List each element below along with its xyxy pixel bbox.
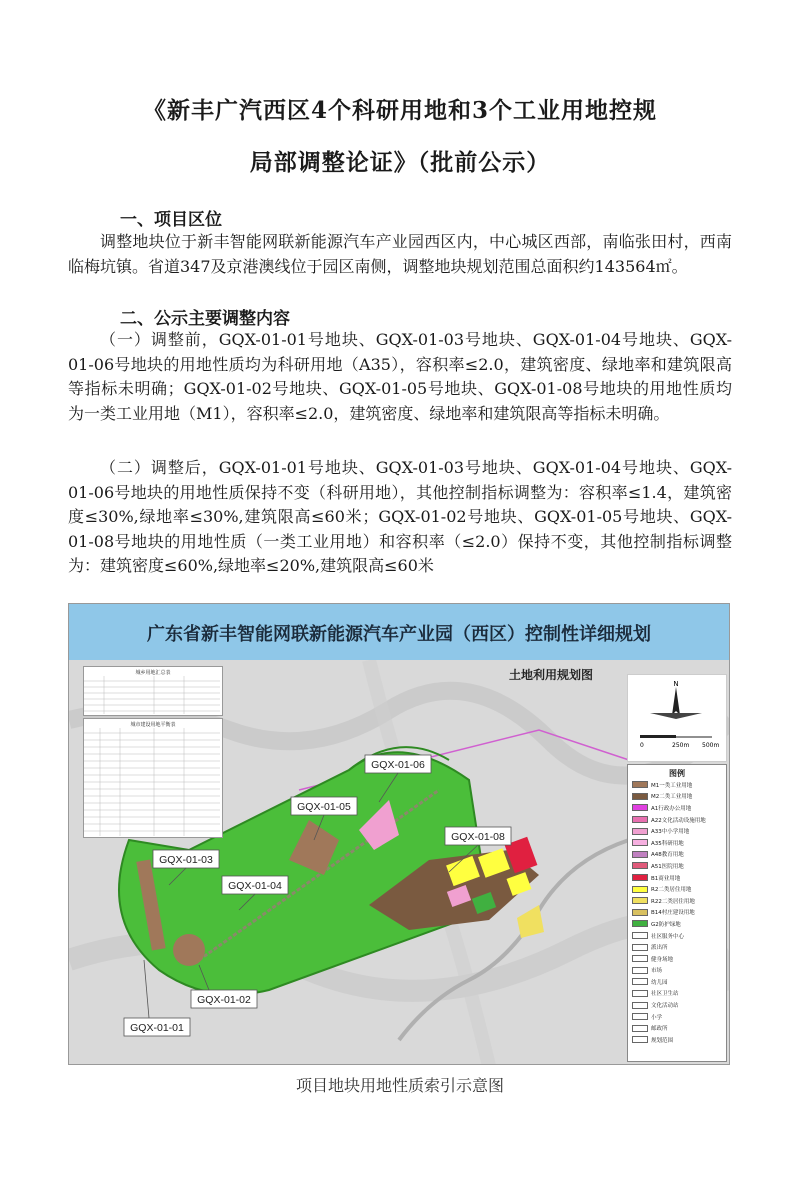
map-header-title: 广东省新丰智能网联新能源汽车产业园（西区）控制性详细规划 — [147, 624, 651, 645]
land-use-map-figure — [68, 603, 730, 1065]
section-para-location: 调整地块位于新丰智能网联新能源汽车产业园西区内，中心城区西部，南临张田村，西南临梅坑镇。省道347及京港澳线位于园区南侧，调整地块规划范围总面积约143564㎡。 — [68, 232, 732, 276]
section-para-after: （二）调整后，GQX-01-01号地块、GQX-01-03号地块、GQX-01-04号地块、GQX-01-06号地块的用地性质保持不变（科研用地），其他控制指标调整为：容积率≤1.4，建筑密度≤30%,绿地率≤30%,建筑限高≤60米；GQX-01-02号地块、GQX-01-05号地块、GQX-01-08号地块的用地性质（一类工业用地）和容积率（≤2.0）保持不变，其他控制指标调整为：建筑密度≤60%,绿地率≤20%,建筑限高≤60米 — [68, 458, 732, 575]
legend-item — [628, 814, 726, 826]
legend-swatch — [632, 886, 648, 893]
document-title-line2: 局部调整论证》（批前公示） — [249, 149, 551, 176]
legend-swatch — [632, 990, 648, 997]
legend-item — [628, 976, 726, 988]
legend-swatch — [632, 1036, 648, 1043]
legend-item — [628, 860, 726, 872]
legend-label: A48教育用地 — [651, 852, 684, 859]
scale-label-500: 500m — [702, 742, 720, 749]
legend-label: R2二类居住用地 — [651, 887, 692, 894]
parcel-02-text: GQX-01-02 — [197, 994, 251, 1006]
legend-label: B1商业用地 — [651, 875, 681, 882]
legend-swatch — [632, 1013, 648, 1020]
land-balance-table — [83, 718, 223, 838]
legend-item — [628, 837, 726, 849]
legend-item — [628, 849, 726, 861]
legend-item — [628, 953, 726, 965]
section-para-before: （一）调整前，GQX-01-01号地块、GQX-01-03号地块、GQX-01-04号地块、GQX-01-06号地块的用地性质均为科研用地（A35），容积率≤2.0，建筑密度、绿地率和建筑限高等指标未明确；GQX-01-02号地块、GQX-01-05号地块、GQX-01-08号地块的用地性质均为一类工业用地（M1），容积率≤2.0，建筑密度、绿地率和建筑限高等指标未明确。 — [68, 330, 732, 423]
scale-label-250: 250m — [672, 742, 690, 749]
map-header-bar — [69, 604, 729, 662]
legend-swatch — [632, 793, 648, 800]
compass-scale-box — [627, 674, 727, 762]
compass-rose — [628, 675, 724, 759]
legend-swatch — [632, 955, 648, 962]
legend-label: 规划范围 — [651, 1037, 674, 1044]
parcel-05-text: GQX-01-05 — [297, 801, 351, 813]
legend-swatch — [632, 816, 648, 823]
legend-swatch — [632, 828, 648, 835]
legend-label: 市场 — [651, 968, 663, 975]
legend-swatch — [632, 862, 648, 869]
figure-caption: 项目地块用地性质索引示意图 — [295, 1076, 504, 1095]
parcel-01-text: GQX-01-01 — [130, 1022, 184, 1034]
land-summary-table-title: 城乡用地汇总表 — [135, 670, 171, 676]
land-balance-table-grid — [84, 728, 220, 836]
parcel-06-text: GQX-01-06 — [371, 759, 425, 771]
legend-label: 幼儿园 — [651, 979, 668, 986]
legend-label: 文化活动站 — [651, 1003, 679, 1010]
parcel-08-text: GQX-01-08 — [451, 831, 505, 843]
legend-rows — [628, 779, 726, 1046]
legend-item — [628, 988, 726, 1000]
legend-label: M1一类工业用地 — [651, 782, 693, 789]
parcel-04-text: GQX-01-04 — [228, 880, 282, 892]
legend-label: A33中小学用地 — [651, 829, 690, 836]
legend-item — [628, 825, 726, 837]
scale-label-0: 0 — [640, 742, 644, 749]
land-balance-table-title: 城市建设用地平衡表 — [130, 722, 176, 728]
legend-label: G2防护绿地 — [651, 921, 681, 928]
legend-swatch — [632, 781, 648, 788]
legend-item — [628, 941, 726, 953]
legend-item — [628, 1011, 726, 1023]
legend-label: A1行政办公用地 — [651, 805, 692, 812]
land-summary-table-grid — [84, 676, 220, 714]
legend-label: A22文化活动设施用地 — [651, 817, 706, 824]
legend-label: A51医院用地 — [651, 863, 684, 870]
legend-swatch — [632, 967, 648, 974]
map-subtitle: 土地利用规划图 — [509, 668, 594, 682]
section-heading-adjustment: 二、公示主要调整内容 — [120, 309, 290, 329]
legend-item — [628, 930, 726, 942]
legend-label: M2二类工业用地 — [651, 794, 693, 801]
legend-item — [628, 802, 726, 814]
legend-label: 派出所 — [651, 945, 668, 952]
legend-item — [628, 965, 726, 977]
legend-swatch — [632, 851, 648, 858]
legend-item — [628, 895, 726, 907]
legend-swatch — [632, 897, 648, 904]
legend-label: B14村庄建设用地 — [651, 910, 695, 917]
north-label: N — [673, 680, 679, 688]
legend-swatch — [632, 804, 648, 811]
legend-swatch — [632, 874, 648, 881]
legend-swatch — [632, 932, 648, 939]
legend-swatch — [632, 909, 648, 916]
legend-item — [628, 791, 726, 803]
legend-item — [628, 918, 726, 930]
land-summary-table — [83, 666, 223, 716]
legend-item — [628, 872, 726, 884]
legend-label: R22二类居住用地 — [651, 898, 695, 905]
legend-item — [628, 999, 726, 1011]
legend-label: 健身场地 — [651, 956, 674, 963]
map-legend — [627, 764, 727, 1062]
legend-swatch — [632, 839, 648, 846]
legend-label: 社区服务中心 — [651, 933, 685, 940]
legend-item — [628, 907, 726, 919]
legend-item — [628, 1022, 726, 1034]
legend-swatch — [632, 944, 648, 951]
legend-swatch — [632, 1025, 648, 1032]
legend-label: 社区卫生站 — [651, 991, 679, 998]
legend-item — [628, 779, 726, 791]
legend-title: 图例 — [669, 769, 685, 778]
legend-item — [628, 883, 726, 895]
legend-swatch — [632, 920, 648, 927]
legend-label: 小学 — [651, 1014, 663, 1021]
legend-label: 邮政所 — [651, 1026, 668, 1033]
document-title-line1: 《新丰广汽西区4个科研用地和3个工业用地控规 — [142, 97, 657, 124]
legend-item — [628, 1034, 726, 1046]
legend-label: A35科研用地 — [651, 840, 684, 847]
section-heading-location: 一、项目区位 — [120, 210, 222, 230]
legend-swatch — [632, 1002, 648, 1009]
parcel-03-text: GQX-01-03 — [159, 854, 213, 866]
legend-swatch — [632, 978, 648, 985]
